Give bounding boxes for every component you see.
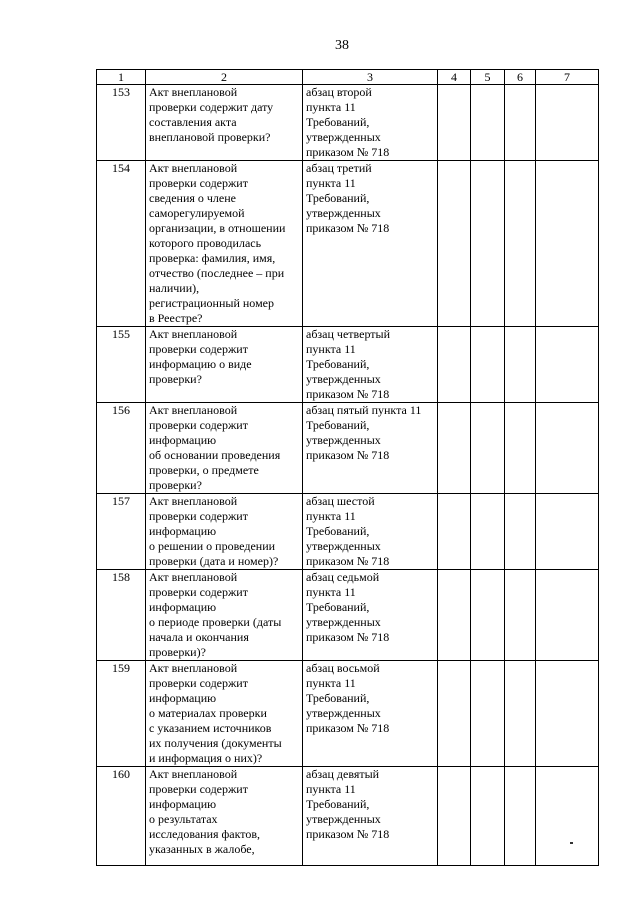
scan-mark: [570, 842, 573, 844]
row-cell-5: [471, 661, 505, 767]
row-number: 157: [97, 494, 146, 570]
row-reference: абзац седьмой пункта 11 Требований, утвержденных приказом № 718: [303, 570, 438, 661]
row-cell-7: [536, 85, 599, 161]
table-row: [97, 161, 599, 327]
row-cell-7: [536, 767, 599, 866]
row-cell-4: [438, 327, 471, 403]
row-cell-7: [536, 161, 599, 327]
table-row: [97, 85, 599, 161]
row-question: Акт внеплановой проверки содержит информацию о материалах проверки с указанием источников их получения (документы и информация о них)?: [146, 661, 303, 767]
row-cell-7: [536, 494, 599, 570]
table-header-row: [97, 70, 599, 85]
row-cell-6: [505, 661, 536, 767]
row-question: Акт внеплановой проверки содержит информацию о решении о проведении проверки (дата и номер)?: [146, 494, 303, 570]
row-number: 153: [97, 85, 146, 161]
row-cell-5: [471, 767, 505, 866]
row-cell-6: [505, 403, 536, 494]
row-number: 158: [97, 570, 146, 661]
row-cell-7: [536, 570, 599, 661]
requirements-table: [96, 69, 599, 866]
row-reference: абзац шестой пункта 11 Требований, утвержденных приказом № 718: [303, 494, 438, 570]
row-cell-5: [471, 161, 505, 327]
header-col-6: 6: [505, 70, 536, 85]
table-row: [97, 661, 599, 767]
header-col-2: 2: [146, 70, 303, 85]
row-cell-5: [471, 403, 505, 494]
row-cell-5: [471, 494, 505, 570]
row-cell-4: [438, 161, 471, 327]
table-row: [97, 494, 599, 570]
row-question: Акт внеплановой проверки содержит информацию о виде проверки?: [146, 327, 303, 403]
header-col-3: 3: [303, 70, 438, 85]
row-question: Акт внеплановой проверки содержит информацию об основании проведения проверки, о предмете проверки?: [146, 403, 303, 494]
header-col-5: 5: [471, 70, 505, 85]
row-cell-5: [471, 570, 505, 661]
row-cell-7: [536, 327, 599, 403]
row-number: 155: [97, 327, 146, 403]
table-row: [97, 403, 599, 494]
header-col-7: 7: [536, 70, 599, 85]
row-cell-6: [505, 161, 536, 327]
row-cell-7: [536, 403, 599, 494]
row-cell-5: [471, 85, 505, 161]
row-cell-6: [505, 85, 536, 161]
row-cell-6: [505, 767, 536, 866]
row-reference: абзац пятый пункта 11 Требований, утвержденных приказом № 718: [303, 403, 438, 494]
row-cell-5: [471, 327, 505, 403]
page-number: 38: [335, 38, 349, 53]
table-row: [97, 570, 599, 661]
row-reference: абзац девятый пункта 11 Требований, утвержденных приказом № 718: [303, 767, 438, 866]
row-cell-4: [438, 85, 471, 161]
row-number: 156: [97, 403, 146, 494]
row-reference: абзац четвертый пункта 11 Требований, утвержденных приказом № 718: [303, 327, 438, 403]
table-row: [97, 327, 599, 403]
row-question: Акт внеплановой проверки содержит информацию о периоде проверки (даты начала и окончания проверки)?: [146, 570, 303, 661]
row-number: 159: [97, 661, 146, 767]
row-cell-6: [505, 327, 536, 403]
row-cell-4: [438, 403, 471, 494]
row-cell-4: [438, 494, 471, 570]
row-reference: абзац второй пункта 11 Требований, утвержденных приказом № 718: [303, 85, 438, 161]
row-cell-6: [505, 570, 536, 661]
row-question: Акт внеплановой проверки содержит дату составления акта внеплановой проверки?: [146, 85, 303, 161]
row-question: Акт внеплановой проверки содержит информацию о результатах исследования фактов, указанных в жалобе,: [146, 767, 303, 866]
row-number: 160: [97, 767, 146, 866]
row-cell-4: [438, 570, 471, 661]
row-number: 154: [97, 161, 146, 327]
row-reference: абзац третий пункта 11 Требований, утвержденных приказом № 718: [303, 161, 438, 327]
row-reference: абзац восьмой пункта 11 Требований, утвержденных приказом № 718: [303, 661, 438, 767]
row-cell-6: [505, 494, 536, 570]
header-col-1: 1: [97, 70, 146, 85]
table-row: [97, 767, 599, 866]
row-cell-4: [438, 661, 471, 767]
row-cell-4: [438, 767, 471, 866]
row-cell-7: [536, 661, 599, 767]
header-col-4: 4: [438, 70, 471, 85]
row-question: Акт внеплановой проверки содержит сведения о члене саморегулируемой организации, в отношении которого проводилась проверка: фамилия, имя, отчество (последнее – при наличии), регистрационный номер в Реестре?: [146, 161, 303, 327]
